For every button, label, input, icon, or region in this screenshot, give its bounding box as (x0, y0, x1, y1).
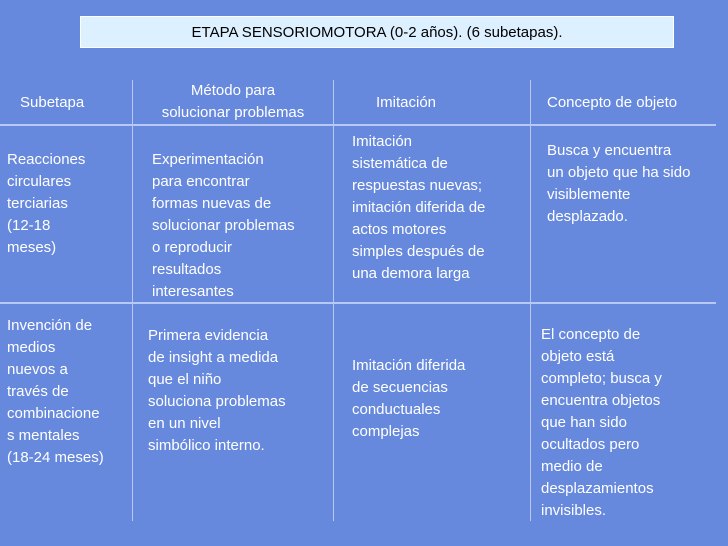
header-concepto: Concepto de objeto (547, 94, 678, 111)
row2-subetapa: Invención de medios nuevos a través de combinacione s mentales (18-24 meses) (7, 317, 104, 466)
row1-concepto: Busca y encuentra un objeto que ha sido visiblemente desplazado. (547, 142, 691, 225)
table-title (80, 16, 674, 48)
row2-imitacion: Imitación diferida de secuencias conductuales complejas (352, 357, 466, 440)
column-divider-3 (530, 80, 531, 521)
row1-subetapa: Reacciones circulares terciarias (12-18 meses) (7, 151, 86, 256)
row2-metodo: Primera evidencia de insight a medida que el niño soluciona problemas en un nivel simbólico interno. (148, 327, 286, 454)
row-divider-1 (0, 124, 716, 126)
column-divider-2 (333, 80, 334, 521)
row1-imitacion: Imitación sistemática de respuestas nuevas; imitación diferida de actos motores simples después de una demora larga (352, 133, 486, 282)
header-imitacion: Imitación (376, 94, 437, 111)
header-subetapa: Subetapa (20, 94, 85, 111)
column-divider-1 (132, 80, 133, 521)
table-title-text: ETAPA SENSORIOMOTORA (0-2 años). (6 subetapas). (191, 23, 563, 41)
row2-concepto: El concepto de objeto está completo; busca y encuentra objetos que han sido ocultados pero medio de desplazamientos invisibles. (541, 326, 662, 519)
row-divider-2 (0, 302, 716, 304)
header-metodo: Método para solucionar problemas (161, 82, 305, 121)
row1-metodo: Experimentación para encontrar formas nuevas de solucionar problemas o reproducir resultados interesantes (152, 151, 295, 300)
